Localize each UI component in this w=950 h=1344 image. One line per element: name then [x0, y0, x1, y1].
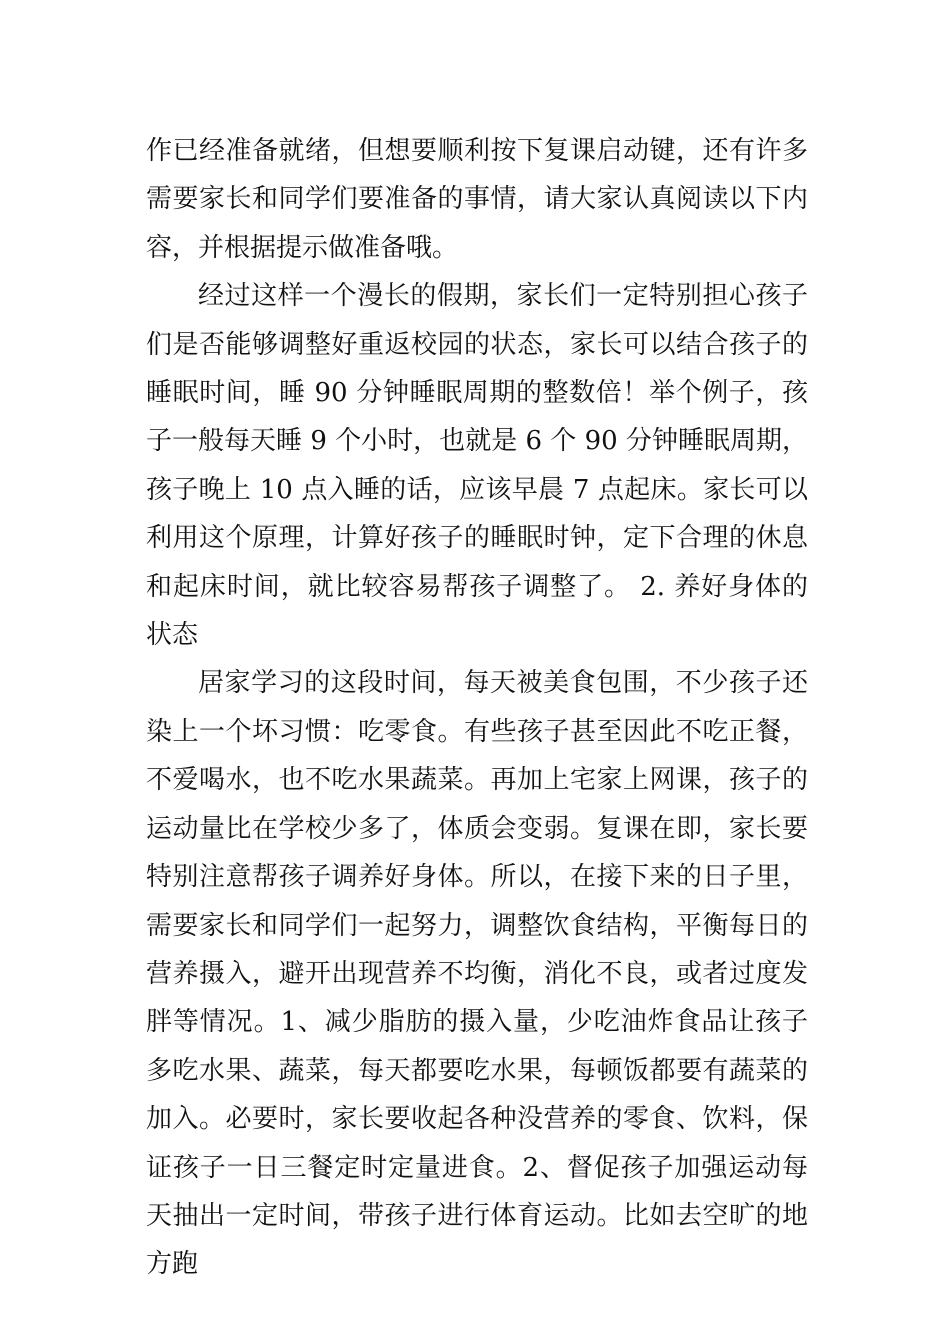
- paragraph-3: 居家学习的这段时间，每天被美食包围，不少孩子还染上一个坏习惯：吃零食。有些孩子甚至因此不吃正餐，不爱喝水，也不吃水果蔬菜。再加上宅家上网课，孩子的运动量比在学校少多了，体质会变弱。复课在即，家长要特别注意帮孩子调养好身体。所以，在接下来的日子里，需要家长和同学们一起努力，调整饮食结构，平衡每日的营养摄入，避开出现营养不均衡，消化不良，或者过度发胖等情况。1、减少脂肪的摄入量，少吃油炸食品让孩子多吃水果、蔬菜，每天都要吃水果，每顿饭都要有蔬菜的加入。必要时，家长要收起各种没营养的零食、饮料，保证孩子一日三餐定时定量进食。2、督促孩子加强运动每天抽出一定时间，带孩子进行体育运动。比如去空旷的地方跑: [146, 668, 808, 1280]
- paragraph-1: 作已经准备就绪，但想要顺利按下复课启动键，还有许多需要家长和同学们要准备的事情，请大家认真阅读以下内容，并根据提示做准备哦。: [146, 136, 808, 263]
- document-body: [146, 127, 808, 1289]
- paragraph-2: 经过这样一个漫长的假期，家长们一定特别担心孩子们是否能够调整好重返校园的状态，家长可以结合孩子的睡眠时间，睡 90 分钟睡眠周期的整数倍！举个例子，孩子一般每天睡 9 个小时，也就是 6 个 90 分钟睡眠周期，孩子晚上 10 点入睡的话，应该早晨 7 点起床。家长可以利用这个原理，计算好孩子的睡眠时钟，定下合理的休息和起床时间，就比较容易帮孩子调整了。 2. 养好身体的状态: [146, 281, 808, 651]
